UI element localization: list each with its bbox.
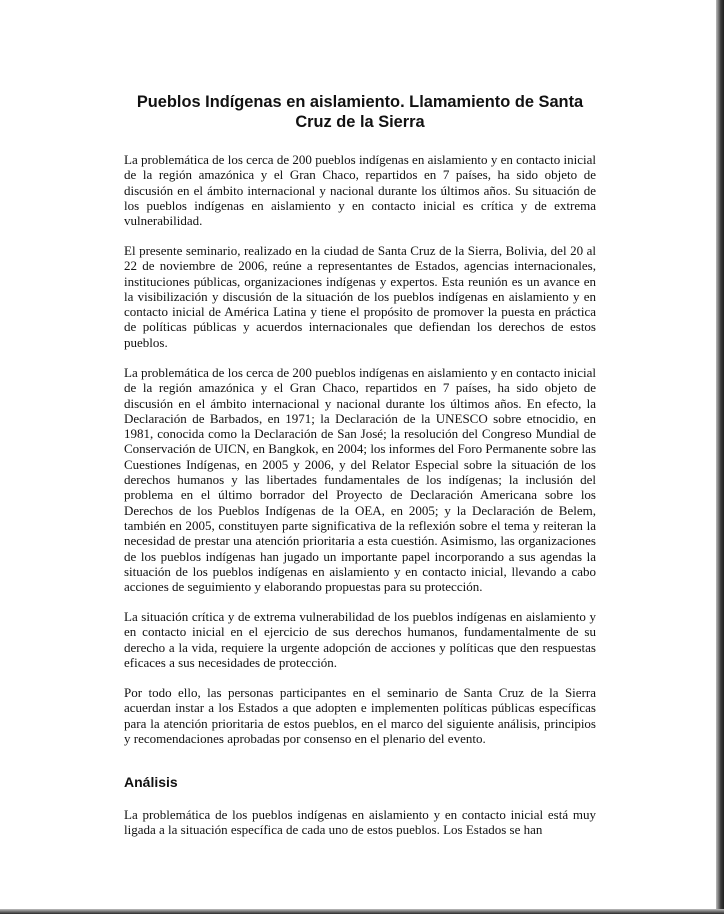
paragraph-vulnerability: La situación crítica y de extrema vulnerabilidad de los pueblos indígenas en aislamiento y en contacto inicial en el ejercicio de sus derechos humanos, fundamentalmente de su derecho a la vida, requiere la urgente adopción de acciones y políticas que den respuestas eficaces a sus necesidades de protección.: [124, 609, 596, 670]
document-title: Pueblos Indígenas en aislamiento. Llamamiento de Santa Cruz de la Sierra: [136, 93, 584, 131]
viewer-bottom-edge: [0, 909, 724, 914]
viewer-right-edge: [716, 0, 724, 914]
paragraph-analisis: La problemática de los pueblos indígenas en aislamiento y en contacto inicial está muy ligada a la situación específica de cada uno de estos pueblos. Los Estados se han: [124, 807, 596, 838]
paragraph-seminar: El presente seminario, realizado en la ciudad de Santa Cruz de la Sierra, Bolivia, del 20 al 22 de noviembre de 2006, reúne a representantes de Estados, agencias internacionales, instituciones públicas, organizaciones indígenas y expertos. Esta reunión es un avance en la visibilización y discusión de la situación de los pueblos indígenas en aislamiento y en contacto inicial de América Latina y tiene el propósito de promover la puesta en práctica de políticas públicas y acuerdos internacionales que defiendan los derechos de estos pueblos.: [124, 243, 596, 350]
paragraph-intro: La problemática de los cerca de 200 pueblos indígenas en aislamiento y en contacto inicial de la región amazónica y el Gran Chaco, repartidos en 7 países, ha sido objeto de discusión en el ámbito internacional y nacional durante los últimos años. Su situación de los pueblos indígenas en aislamiento y en contacto inicial es crítica y de extrema vulnerabilidad.: [124, 152, 596, 229]
section-heading-analisis: Análisis: [124, 774, 178, 790]
paragraph-declarations: La problemática de los cerca de 200 pueblos indígenas en aislamiento y en contacto inicial de la región amazónica y el Gran Chaco, repartidos en 7 países, ha sido objeto de discusión en el ámbito internacional y nacional durante los últimos años. En efecto, la Declaración de Barbados, en 1971; la Declaración de la UNESCO sobre etnocidio, en 1981, conocida como la Declaración de San José; la resolución del Congreso Mundial de Conservación de UICN, en Bangkok, en 2004; los informes del Foro Permanente sobre las Cuestiones Indígenas, en 2005 y 2006, y del Relator Especial sobre la situación de los derechos humanos y las libertades fundamentales de los indígenas; la inclusión del problema en el último borrador del Proyecto de Declaración Americana sobre los Derechos de los Pueblos Indígenas de la OEA, en 2005; y la Declaración de Belem, también en 2005, constituyen parte significativa de la reflexión sobre el tema y reiteran la necesidad de prestar una atención prioritaria a esta cuestión. Asimismo, las organizaciones de los pueblos indígenas han jugado un importante papel incorporando a sus agendas la situación de los pueblos indígenas en aislamiento y en contacto inicial, llevando a cabo acciones de seguimiento y elaborando propuestas para su protección.: [124, 365, 596, 595]
paragraph-call-to-states: Por todo ello, las personas participantes en el seminario de Santa Cruz de la Sierra acuerdan instar a los Estados a que adopten e implementen políticas públicas específicas para la atención prioritaria de estos pueblos, en el marco del siguiente análisis, principios y recomendaciones aprobadas por consenso en el plenario del evento.: [124, 685, 596, 746]
